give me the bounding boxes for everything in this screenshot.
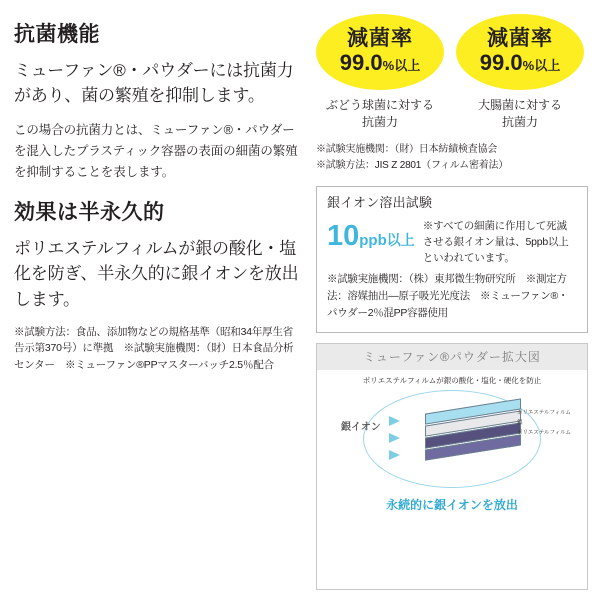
- badge-notes: [316, 142, 588, 174]
- silver-ion-label: 銀イオン: [341, 421, 381, 433]
- arrow-group-icon: [389, 416, 400, 460]
- badge-suffix: 以上: [534, 58, 561, 74]
- test-method-note: ※試験方法：食品、添加物などの規格基準（昭和34年厚生省告示第370号）に準拠 ※試験実施機関：（財）日本食品分析センター ※ミューファン®PPマスターバッチ2.5％配合: [14, 325, 294, 372]
- badge-unit: %: [522, 58, 535, 74]
- semipermanent-lead-text: ポリエステルフィルムが銀の酸化・塩化を防ぎ、半永久的に銀イオンを放出します。: [14, 239, 299, 309]
- left-column: [14, 14, 302, 590]
- diagram-caption: ポリエステルフィルムが銀の酸化・塩化・硬化を防止: [362, 375, 542, 385]
- badge-top-label: 減菌率: [487, 27, 553, 51]
- layer-stack-illustration: [425, 406, 521, 454]
- badge-suffix: 以上: [394, 58, 421, 74]
- antibacterial-lead-text: ミューファン®・パウダーには抗菌力があり、菌の繁殖を抑制します。: [14, 61, 294, 106]
- arrow-right-icon: [389, 450, 400, 460]
- badge-number: 99.0: [339, 50, 383, 76]
- silver-ion-number: 10: [327, 219, 360, 252]
- badge-note-line: ※試験実施機関：（財）日本紡績検査協会: [316, 143, 498, 155]
- page-title-semipermanent: 効果は半永久的: [14, 201, 165, 225]
- badge-note-line: ※試験方法：JIS Z 2801（フィルム密着法）: [316, 159, 509, 171]
- layer-tag: 銀: [517, 420, 523, 427]
- silver-ion-unit: ppb: [359, 231, 387, 249]
- page-title-antibacterial: 抗菌機能: [14, 23, 100, 46]
- antibacterial-body-text: この場合の抗菌力とは、ミューファン®・パウダーを混入したプラスティック容器の表面の細菌の繁殖を抑制することを表します。: [14, 123, 298, 179]
- silver-ion-test-panel: [316, 186, 588, 333]
- silver-ion-side-note: ※すべての細菌に作用して死滅させる銀イオン量は、5ppb以上といわれています。: [422, 219, 569, 265]
- arrow-right-icon: [389, 416, 400, 426]
- diagram-footer-text: 永続的に銀イオンを放出: [386, 497, 518, 512]
- arrow-right-icon: [389, 433, 400, 443]
- status-badge: [456, 14, 584, 90]
- badge-block-staph: [316, 14, 444, 132]
- right-column: [316, 14, 588, 590]
- badge-top-label: 減菌率: [347, 27, 413, 51]
- silver-ion-value-row: [327, 218, 577, 267]
- layer-tag: ポリエステルフィルム: [517, 430, 571, 437]
- silver-ion-method-note: ※試験実施機関：（株）東邦微生物研究所 ※測定方法：溶媒抽出―原子吸光光度法 ※ミューファン®・パウダー2％混PP容器使用: [327, 273, 569, 320]
- silver-ion-test-title: 銀イオン溶出試験: [327, 194, 433, 210]
- silver-ion-suffix: 以上: [386, 231, 415, 248]
- badge-unit: %: [382, 58, 395, 74]
- badge-value: [340, 51, 420, 75]
- status-badge: [316, 14, 444, 90]
- badge-caption: 大腸菌に対する 抗菌力: [477, 98, 562, 130]
- badge-value: [480, 51, 560, 75]
- badge-number: 99.0: [479, 50, 523, 76]
- diagram-body: [317, 386, 587, 494]
- badge-group: [316, 14, 588, 132]
- layer-tag: ポリエステルフィルム: [517, 409, 571, 416]
- layer-tag-group: [517, 408, 571, 439]
- diagram-title: ミューファン®パウダー拡大図: [317, 344, 587, 370]
- two-column-layout: [14, 14, 588, 590]
- badge-block-ecoli: [456, 14, 584, 132]
- powder-magnified-diagram: [316, 343, 588, 590]
- silver-ion-value: [327, 218, 415, 251]
- badge-caption: ぶどう球菌に対する 抗菌力: [325, 98, 434, 130]
